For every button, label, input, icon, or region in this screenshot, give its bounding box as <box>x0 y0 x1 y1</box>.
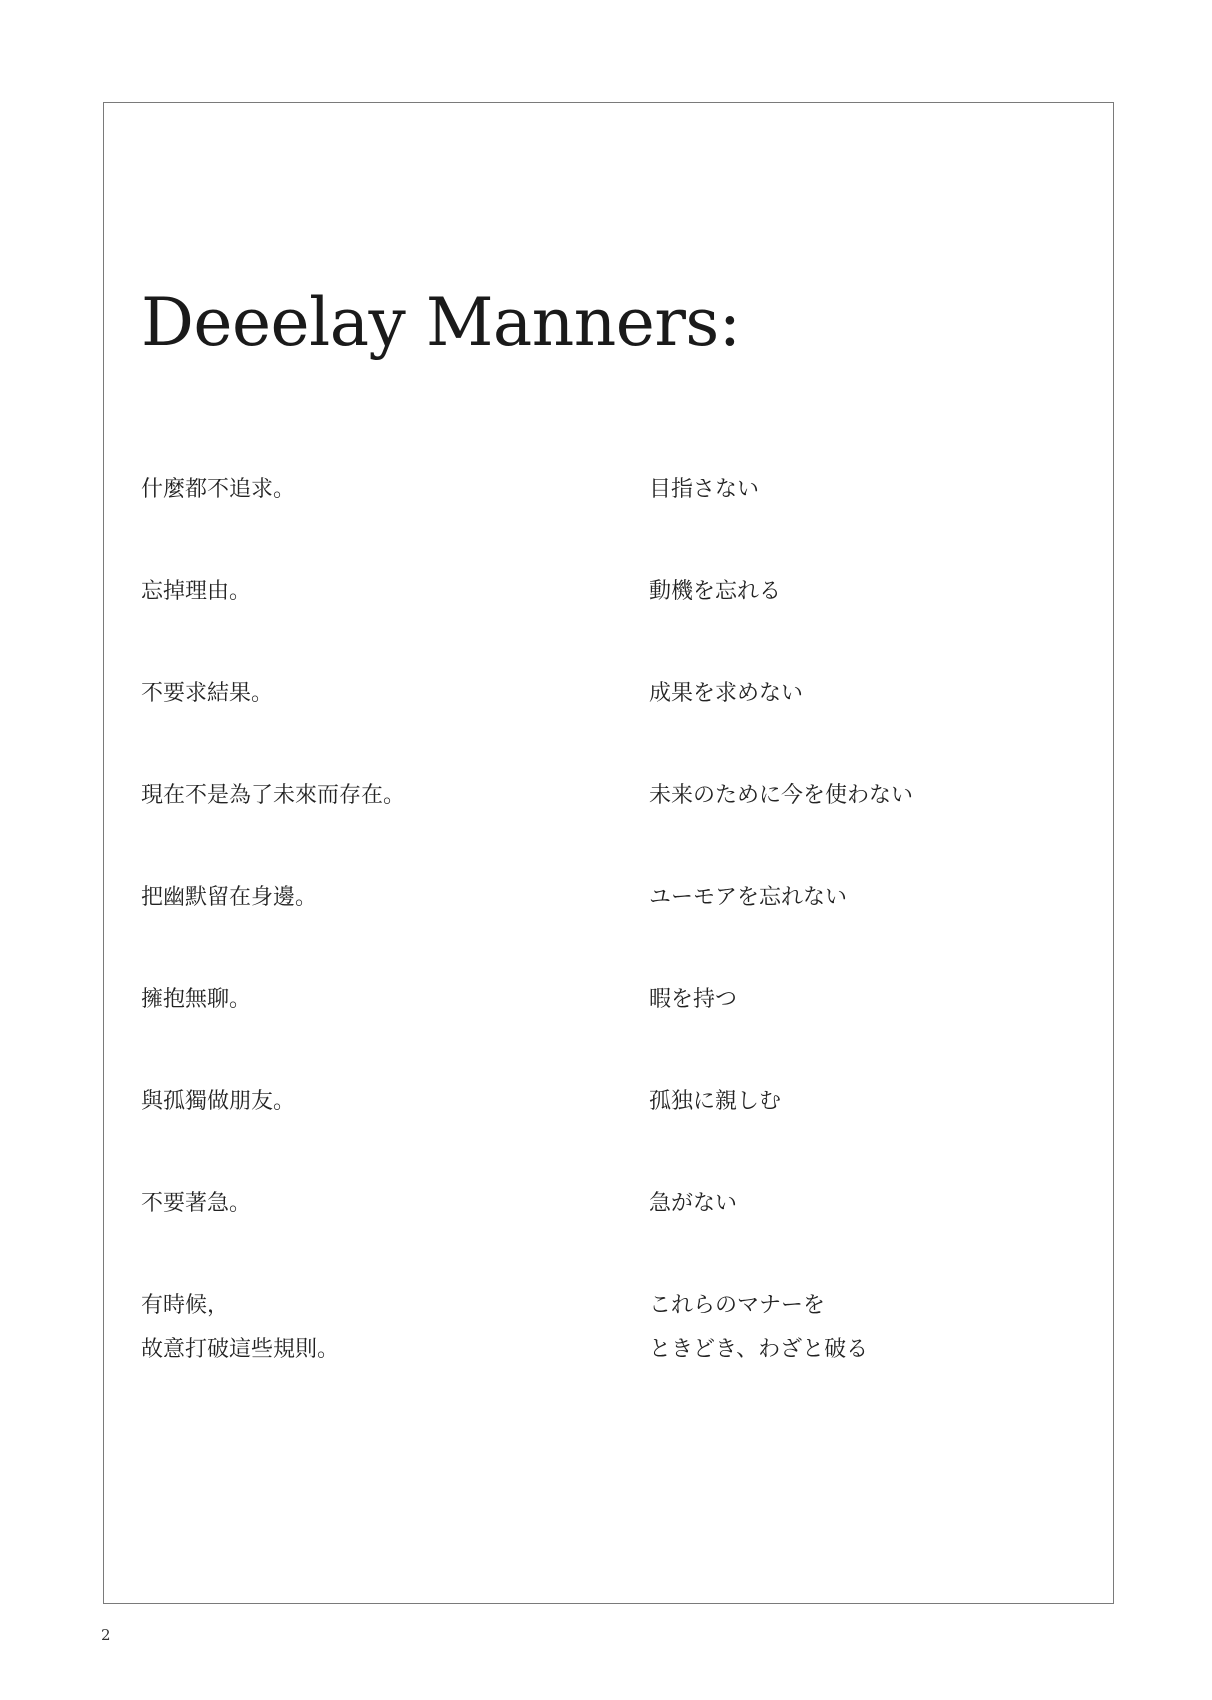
manner-chinese-line: 有時候， <box>141 1293 230 1318</box>
manner-chinese <box>141 876 649 920</box>
manner-japanese <box>649 978 1071 1022</box>
manner-japanese-line: ときどき、わざと破る <box>649 1337 869 1362</box>
manner-japanese <box>649 468 1071 512</box>
manner-chinese <box>141 978 649 1022</box>
manner-japanese-line: 孤独に親しむ <box>649 1089 782 1114</box>
manner-row <box>141 468 1071 512</box>
manner-japanese-line: 目指さない <box>649 477 760 502</box>
manner-row <box>141 1284 1071 1372</box>
manner-chinese-line: 什麼都不追求。 <box>141 477 296 502</box>
manner-row <box>141 876 1071 920</box>
manner-row <box>141 570 1071 614</box>
manner-chinese <box>141 1080 649 1124</box>
manner-japanese <box>649 876 1071 920</box>
manner-chinese <box>141 774 649 818</box>
manner-japanese <box>649 1284 1071 1372</box>
manner-japanese-line: これらのマナーを <box>649 1293 826 1318</box>
manner-chinese-line: 把幽默留在身邊。 <box>141 885 318 910</box>
manner-japanese-line: ユーモアを忘れない <box>649 885 848 910</box>
manner-japanese <box>649 1182 1071 1226</box>
manner-chinese-line: 忘掉理由。 <box>141 579 252 604</box>
manner-japanese-line: 急がない <box>649 1191 738 1216</box>
manner-row <box>141 978 1071 1022</box>
manner-chinese-line: 現在不是為了未來而存在。 <box>141 783 406 808</box>
manner-japanese <box>649 672 1071 716</box>
manner-japanese-line: 成果を求めない <box>649 681 804 706</box>
manner-japanese-line: 暇を持つ <box>649 987 738 1012</box>
manner-chinese-line: 不要求結果。 <box>141 681 274 706</box>
manner-chinese-line: 故意打破這些規則。 <box>141 1337 340 1362</box>
manner-chinese-line: 擁抱無聊。 <box>141 987 252 1012</box>
manner-chinese-line: 與孤獨做朋友。 <box>141 1089 296 1114</box>
manner-chinese <box>141 672 649 716</box>
manner-chinese <box>141 1284 649 1372</box>
manner-japanese <box>649 570 1071 614</box>
manner-japanese-line: 動機を忘れる <box>649 579 782 604</box>
manner-row <box>141 774 1071 818</box>
manner-row <box>141 1080 1071 1124</box>
manner-chinese <box>141 570 649 614</box>
manners-list <box>141 468 1071 1430</box>
manner-row <box>141 1182 1071 1226</box>
manner-chinese <box>141 468 649 512</box>
manner-row <box>141 672 1071 716</box>
manner-japanese <box>649 1080 1071 1124</box>
manner-chinese <box>141 1182 649 1226</box>
manner-japanese <box>649 774 1071 818</box>
manner-japanese-line: 未来のために今を使わない <box>649 783 914 808</box>
page-title: Deeelay Manners: <box>141 284 741 361</box>
page-number: 2 <box>101 1626 111 1644</box>
manner-chinese-line: 不要著急。 <box>141 1191 252 1216</box>
